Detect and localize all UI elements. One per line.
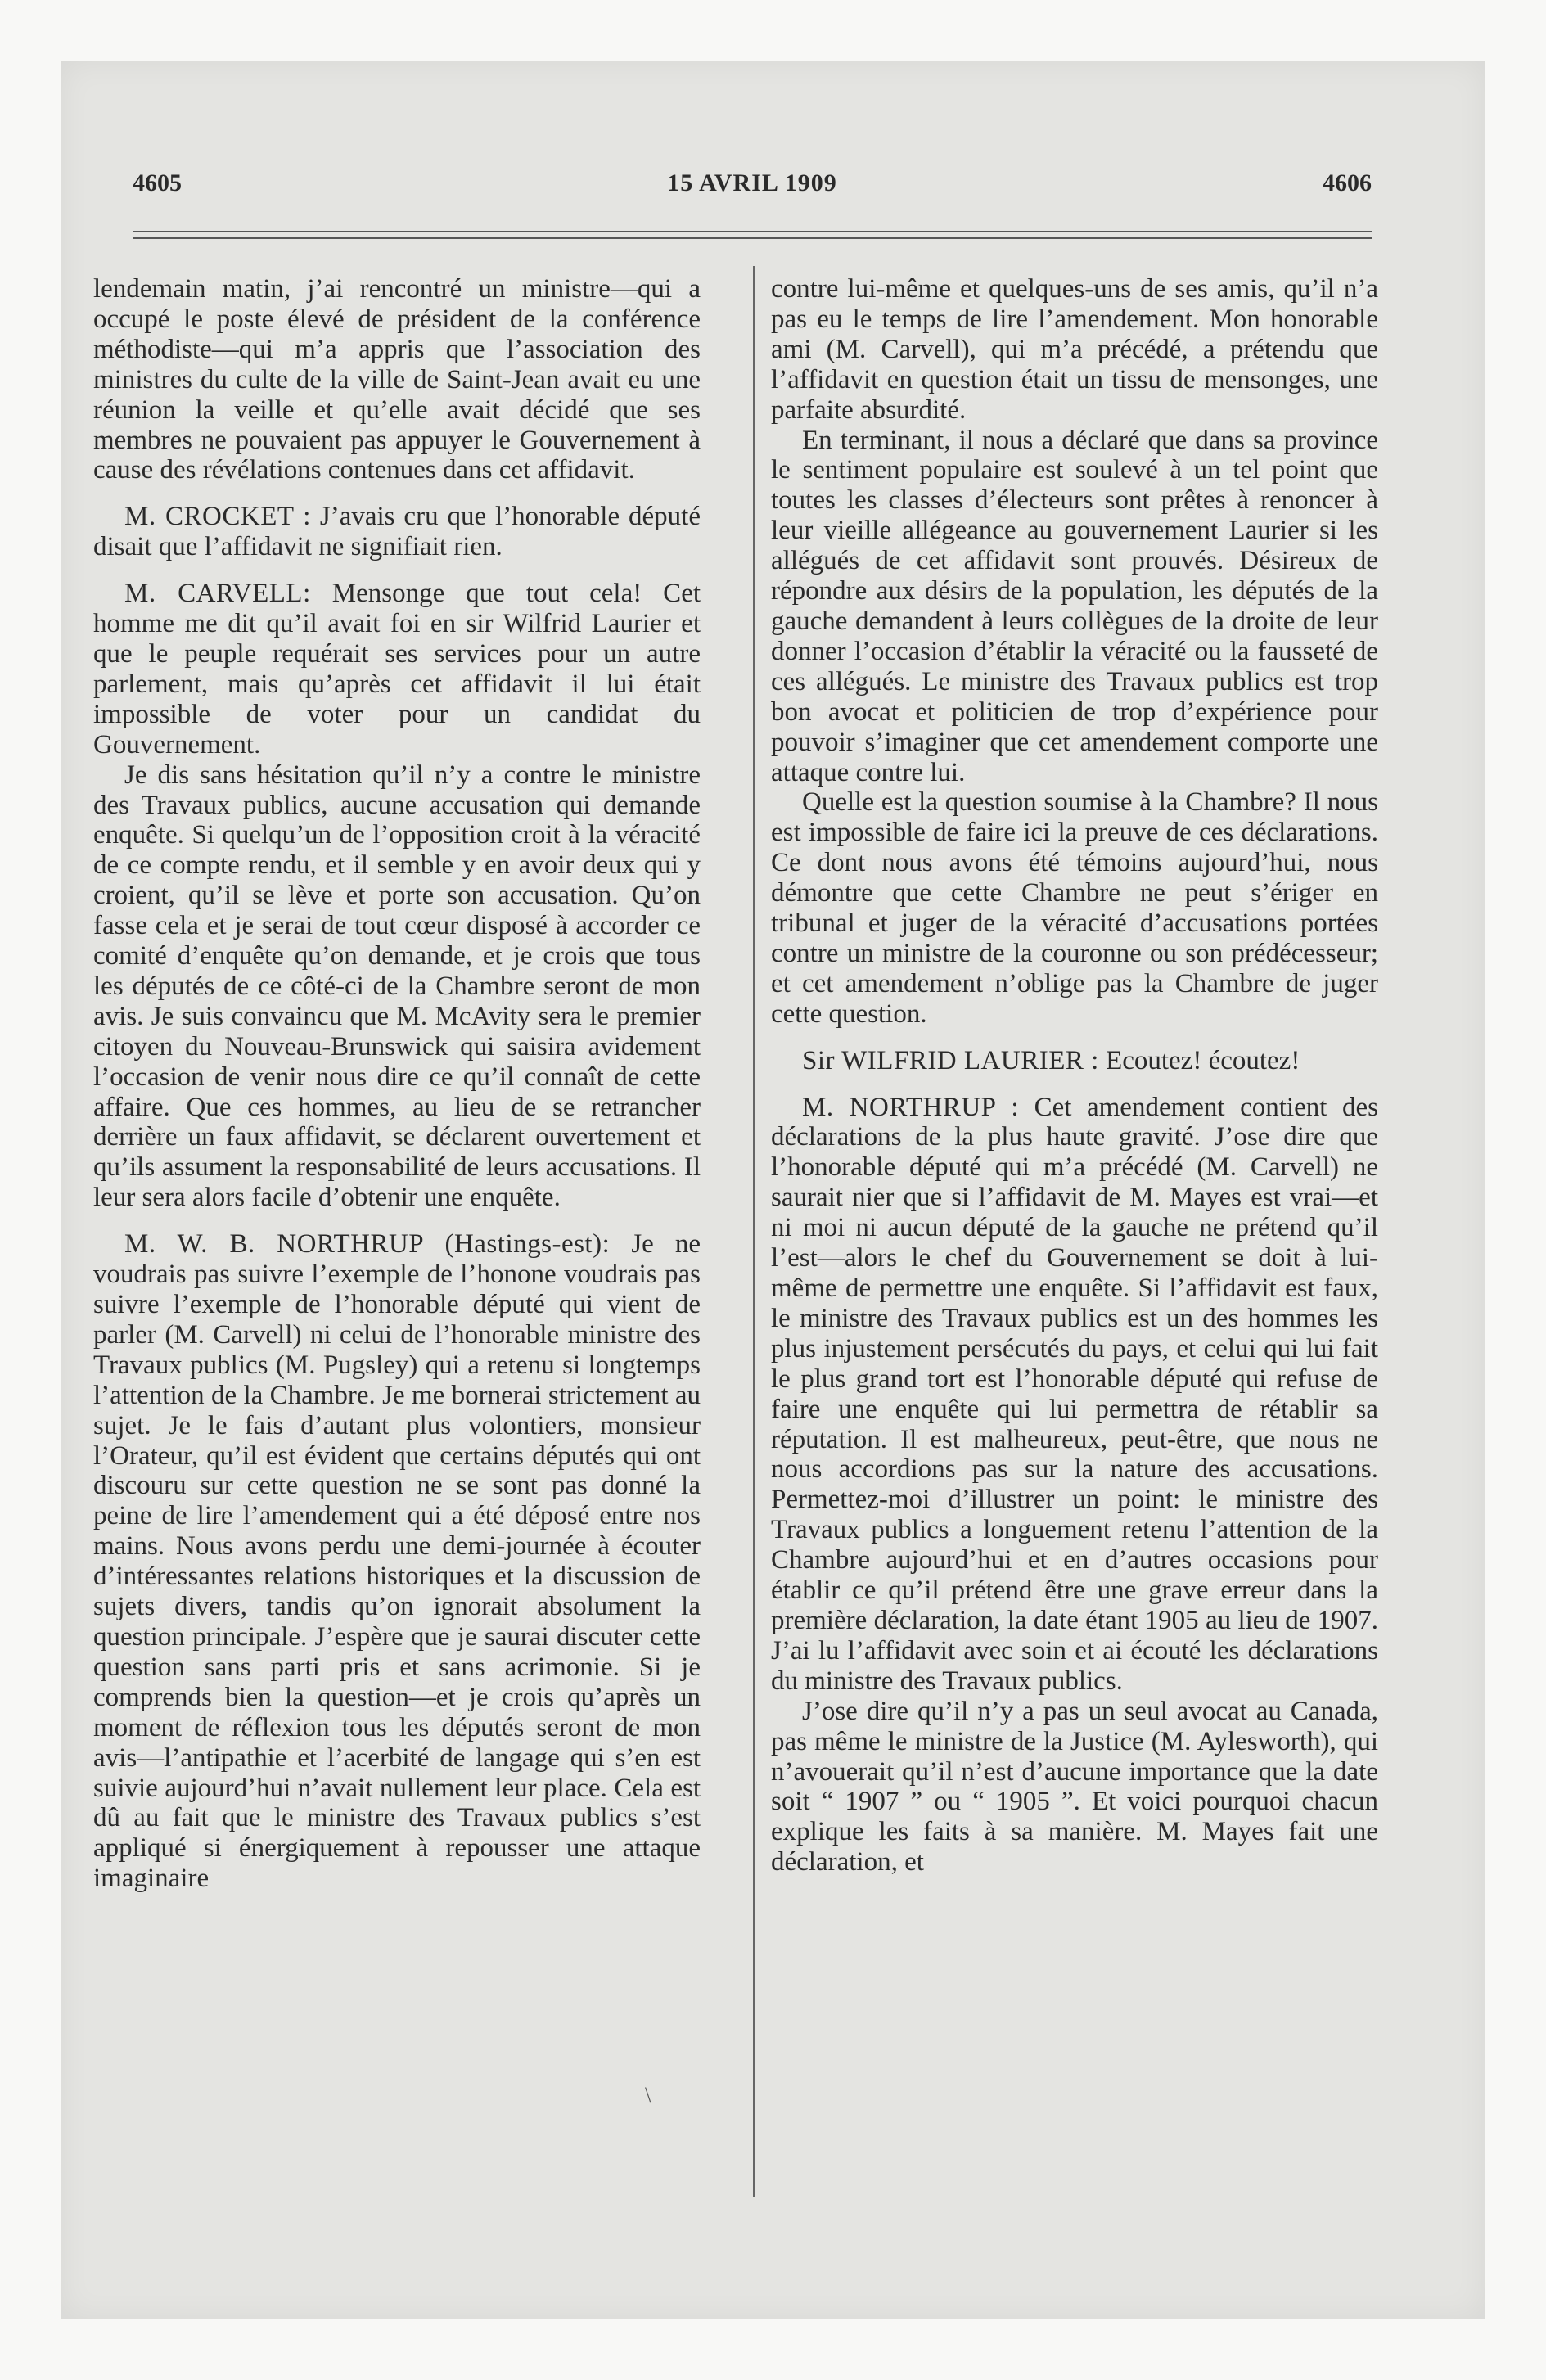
speaker-name: M. NORTHRUP : [802,1092,1020,1122]
paragraph: Quelle est la question soumise à la Chambre? Il nous est impossible de faire ici la preuve de ces déclarations. Ce dont nous avons été témoins aujourd’hui, nous démontre que cette Chambre ne peut s’ériger en tribunal et juger de la véracité d’accusations portées contre un ministre de la couronne ou son prédécesseur; et cet amendement n’oblige pas la Chambre de juger cette question. [771,787,1378,1029]
paragraph: En terminant, il nous a déclaré que dans sa province le sentiment populaire est soulevé à un tel point que toutes les classes d’électeurs sont prêtes à renoncer à leur vieille allégeance au gouvernement Laurier si les allégués de cet affidavit sont prouvés. Désireux de répondre aux désirs de la population, les députés de la gauche demandent à leurs collègues de la droite de leur donner l’occasion d’établir la véracité ou la fausseté de ces allégués. Le ministre des Travaux publics est trop bon avocat et politicien de trop d’expérience pour pouvoir s’imaginer que cet amendement comporte une attaque contre lui. [771,425,1378,787]
speaker-name: Sir WILFRID LAURIER : [802,1045,1099,1075]
right-column [771,274,1378,1877]
paragraph: Je dis sans hésitation qu’il n’y a contre le ministre des Travaux publics, aucune accusation qui demande enquête. Si quelqu’un de l’opposition croit à la véracité de ce compte rendu, et il semble y en avoir deux qui y croient, qu’il se lève et porte son accusation. Qu’on fasse cela et je serai de tout cœur disposé à accorder ce comité d’enquête qu’on demande, et je crois que tous les députés de ce côté-ci de la Chambre seront de mon avis. Je suis convaincu que M. McAvity sera le premier citoyen du Nouveau-Brunswick qui saisira avidement l’occasion de venir nous dire ce qu’il connaît de cette affaire. Que ces hommes, au lieu de se retrancher derrière un faux affidavit, se déclarent ouvertement et qu’ils assument la responsabilité de leurs accusations. Il leur sera alors facile d’obtenir une enquête. [93,760,701,1213]
stray-mark: \ [645,2083,651,2107]
page-header [133,169,1372,205]
column-divider [753,266,755,2197]
page-number-left: 4605 [133,169,182,196]
speaker-name: M. CARVELL: [124,579,311,609]
paragraph: Sir WILFRID LAURIER : Ecoutez! écoutez! [802,1045,1300,1075]
paragraph: M. CROCKET : J’avais cru que l’honorable député disait que l’affidavit ne signifiait rien. [93,502,701,562]
left-column [93,274,701,1894]
page-date: 15 AVRIL 1909 [667,169,837,196]
paragraph: M. NORTHRUP : Cet amendement contient des déclarations de la plus haute gravité. J’ose dire que l’honorable député qui m’a précédé (M. Carvell) ne saurait nier que si l’affidavit de M. Mayes est vrai—et ni moi ni aucun député de la gauche ne prétend qu’il l’est—alors le chef du Gouvernement se doit à lui-même de permettre une enquête. Si l’affidavit est faux, le ministre des Travaux publics est un des hommes les plus injustement persécutés du pays, et celui qui lui fait le plus grand tort est l’honorable député qui refuse de faire une enquête qui lui permettra de rétablir sa réputation. Il est malheureux, peut-être, que nous ne nous accordions pas sur la nature des accusations. Permettez-moi d’illustrer un point: le ministre des Travaux publics a longuement retenu l’attention de la Chambre aujourd’hui et en d’autres occasions pour établir ce qu’il prétend être une grave erreur dans la première déclaration, la date étant 1905 au lieu de 1907. J’ai lu l’affidavit avec soin et ai écouté les déclarations du ministre des Travaux publics. [771,1092,1378,1696]
header-rule-bottom [133,237,1372,239]
paragraph: M. CARVELL: Mensonge que tout cela! Cet homme me dit qu’il avait foi en sir Wilfrid Laurier et que le peuple requérait ses services pour un autre parlement, mais qu’après cet affidavit il lui était impossible de voter pour un candidat du Gouvernement. [93,579,701,760]
paragraph: lendemain matin, j’ai rencontré un ministre—qui a occupé le poste élevé de président de la conférence méthodiste—qui m’a appris que l’association des ministres du culte de la ville de Saint-Jean avait eu une réunion la veille et qu’elle avait décidé que ses membres ne pouvaient pas appuyer le Gouvernement à cause des révélations contenues dans cet affidavit. [93,274,701,485]
paragraph: contre lui-même et quelques-uns de ses amis, qu’il n’a pas eu le temps de lire l’amendement. Mon honorable ami (M. Carvell), qui m’a précédé, a prétendu que l’affidavit en question était un tissu de mensonges, une parfaite absurdité. [771,274,1378,425]
paragraph: J’ose dire qu’il n’y a pas un seul avocat au Canada, pas même le ministre de la Justice (M. Aylesworth), qui n’avouerait qu’il n’est d’aucune importance que la date soit “ 1907 ” ou “ 1905 ”. Et voici pourquoi chacun explique les faits à sa manière. M. Mayes fait une déclaration, et [771,1696,1378,1877]
paragraph: M. W. B. NORTHRUP (Hastings-est): Je ne voudrais pas suivre l’exemple de l’honone voudrais pas suivre l’exemple de l’honorable député qui vient de parler (M. Carvell) ni celui de l’honorable ministre des Travaux publics (M. Pugsley) qui a retenu si longtemps l’attention de la Chambre. Je me bornerai strictement au sujet. Je le fais d’autant plus volontiers, monsieur l’Orateur, qu’il est évident que certains députés qui ont discouru sur cette question ne se sont pas donné la peine de lire l’amendement qui a été déposé entre nos mains. Nous avons perdu une demi-journée à écouter d’intéressantes relations historiques et la discussion de sujets divers, tandis qu’on ignorait absolument la question principale. J’espère que je saurai discuter cette question sans parti pris et sans acrimonie. Si je comprends bien la question—et je crois qu’après un moment de réflexion tous les députés seront de mon avis—l’antipathie et l’acerbité de langage qui s’en est suivie aujourd’hui n’avait nullement leur place. Cela est dû au fait que le ministre des Travaux publics s’est appliqué si énergiquement à repousser une attaque imaginaire [93,1229,701,1894]
speaker-name: M. W. B. NORTHRUP (Hastings-est): [124,1229,611,1260]
page-number-right: 4606 [1323,169,1372,196]
speaker-name: M. CROCKET : [124,502,311,532]
header-rule-top [133,231,1372,232]
